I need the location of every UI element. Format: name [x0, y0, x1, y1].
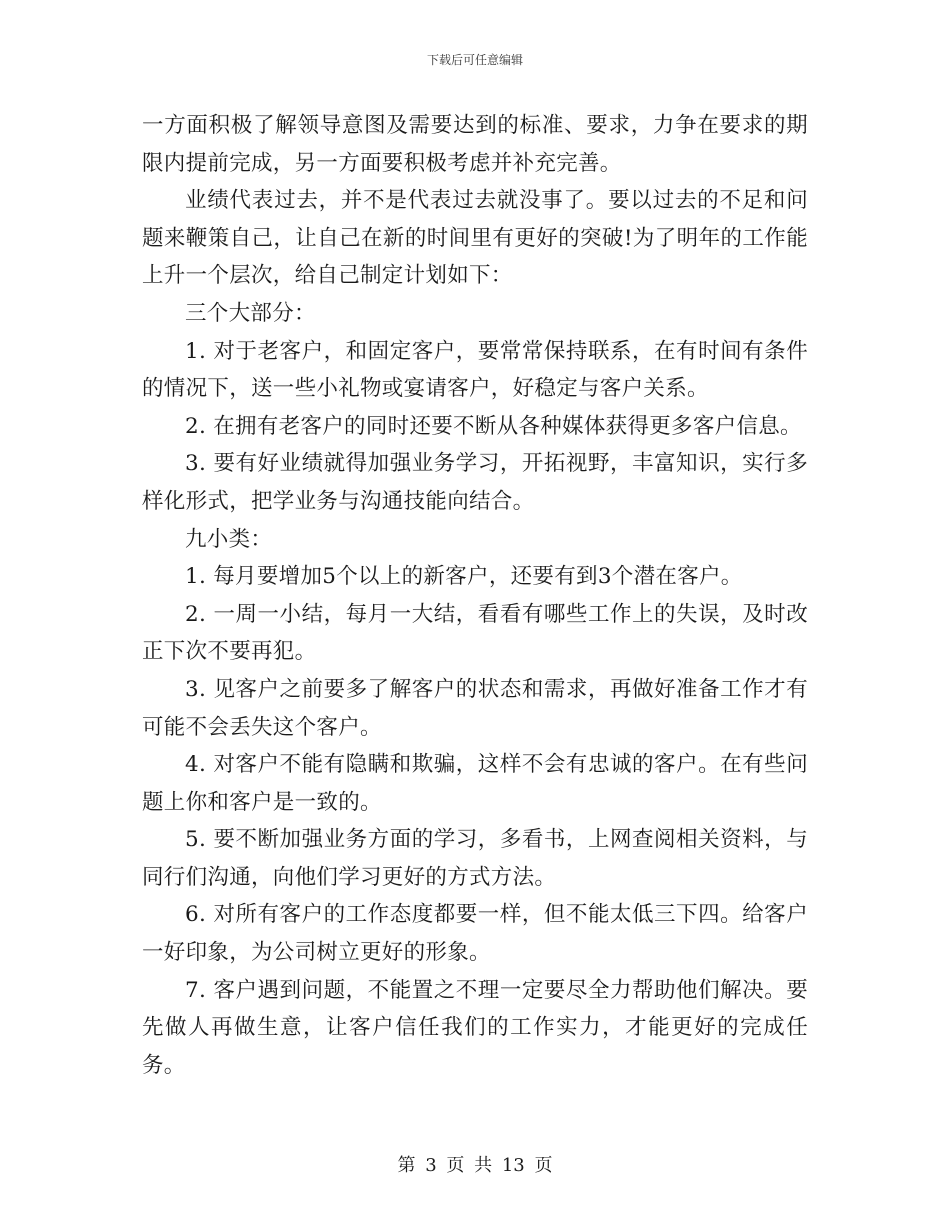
paragraph: 3. 要有好业绩就得加强业务学习，开拓视野，丰富知识，实行多样化形式，把学业务与沟通技能向结合。	[142, 451, 808, 514]
paragraph: 7. 客户遇到问题，不能置之不理一定要尽全力帮助他们解决。要先做人再做生意，让客户信任我们的工作实力，才能更好的完成任务。	[142, 977, 808, 1078]
paragraph: 6. 对所有客户的工作态度都要一样，但不能太低三下四。给客户一好印象，为公司树立更好的形象。	[142, 902, 808, 966]
paragraph: 1. 对于老客户，和固定客户，要常常保持联系，在有时间有条件的情况下，送一些小礼物或宴请客户，好稳定与客户关系。	[142, 338, 808, 402]
paragraph: 三个大部分：	[185, 300, 316, 326]
document-body	[142, 107, 808, 1084]
paragraph: 1. 每月要增加5个以上的新客户，还要有到3个潜在客户。	[185, 564, 743, 590]
paragraph: 5. 要不断加强业务方面的学习，多看书，上网查阅相关资料，与同行们沟通，向他们学习更好的方式方法。	[142, 827, 808, 890]
paragraph: 2. 在拥有老客户的同时还要不断从各种媒体获得更多客户信息。	[185, 413, 802, 439]
paragraph: 4. 对客户不能有隐瞒和欺骗，这样不会有忠诚的客户。在有些问题上你和客户是一致的。	[142, 752, 808, 815]
page-header: 下载后可任意编辑	[426, 53, 523, 67]
paragraph: 业绩代表过去，并不是代表过去就没事了。要以过去的不足和问题来鞭策自己，让自己在新的时间里有更好的突破!为了明年的工作能上升一个层次，给自己制定计划如下：	[142, 188, 808, 289]
paragraph: 九小类：	[185, 526, 273, 552]
paragraph: 2. 一周一小结，每月一大结，看看有哪些工作上的失误，及时改正下次不要再犯。	[142, 601, 808, 665]
paragraph: 3. 见客户之前要多了解客户的状态和需求，再做好准备工作才有可能不会丢失这个客户。	[142, 676, 808, 740]
paragraph: 一方面积极了解领导意图及需要达到的标准、要求，力争在要求的期限内提前完成，另一方面要积极考虑并补充完善。	[142, 113, 808, 176]
page-number-footer: 第 3 页 共 13 页	[397, 1155, 553, 1176]
